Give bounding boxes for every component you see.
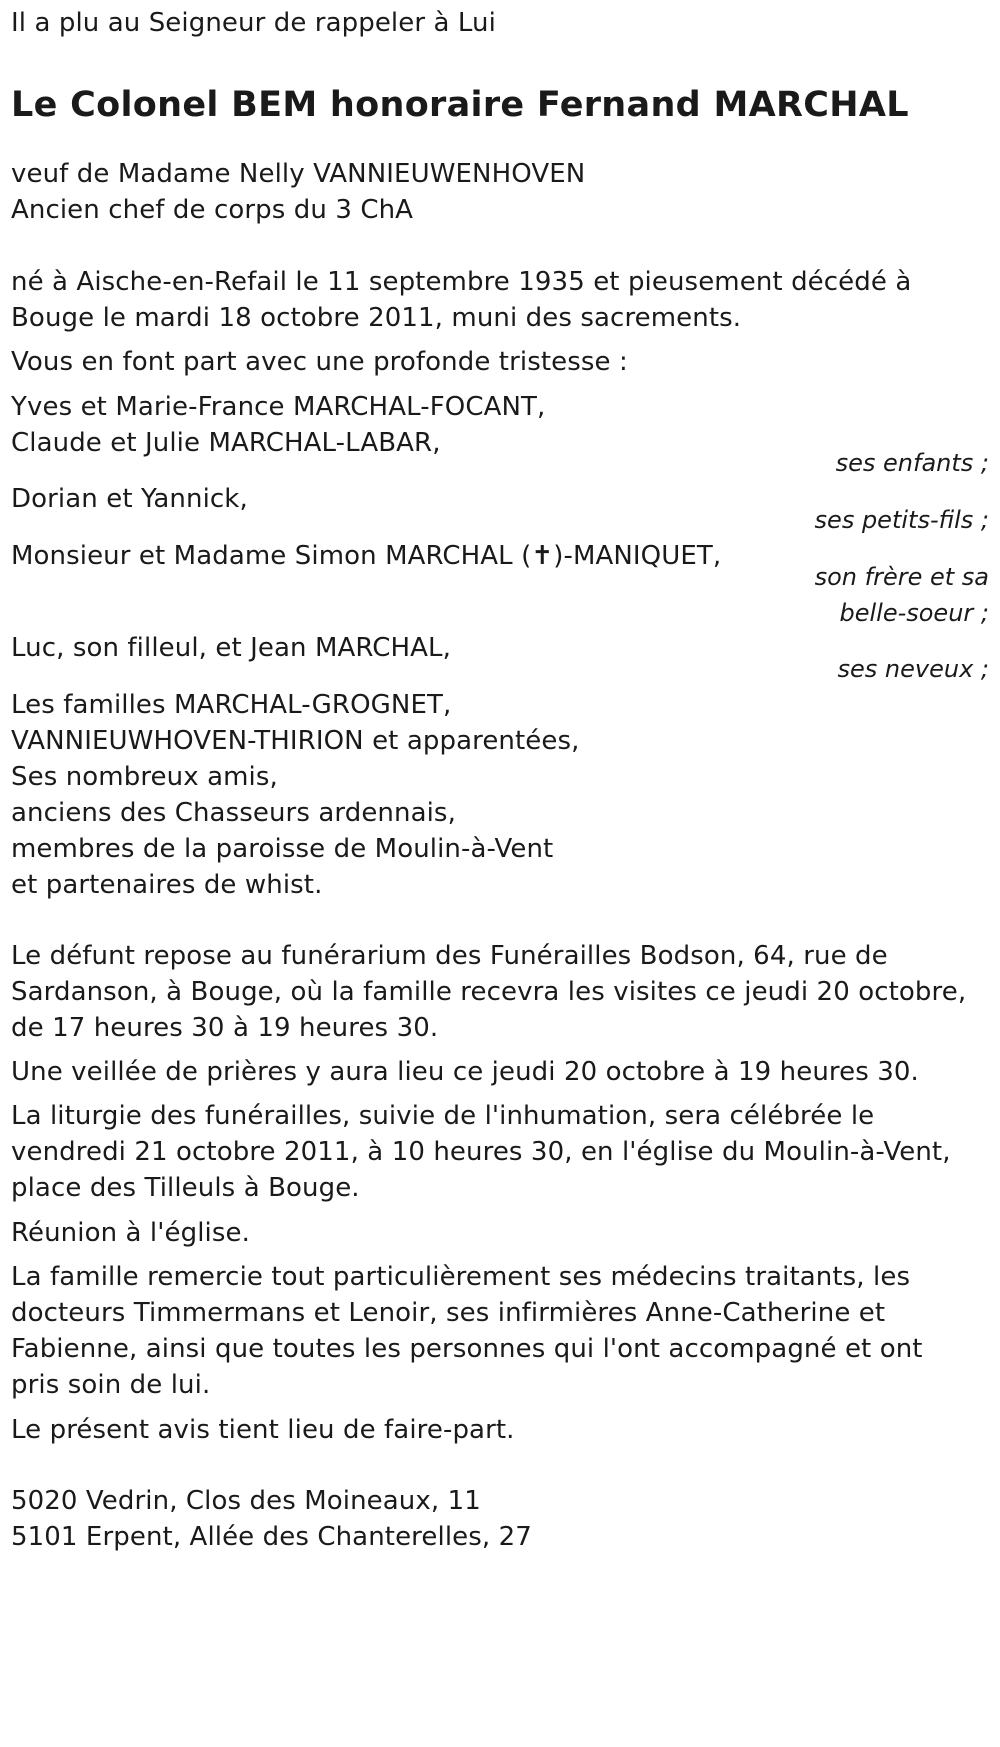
brother-line: Monsieur et Madame Simon MARCHAL (✝)-MANIQUET, <box>11 541 722 571</box>
others-line-6: et partenaires de whist. <box>11 870 323 900</box>
liturgy-line-1: La liturgie des funérailles, suivie de l'inhumation, sera célébrée le <box>11 1101 875 1131</box>
others-line-4: anciens des Chasseurs ardennais, <box>11 798 456 828</box>
vigil-line: Une veillée de prières y aura lieu ce jeudi 20 octobre à 19 heures 30. <box>11 1057 919 1087</box>
meeting-line: Réunion à l'église. <box>11 1218 250 1248</box>
others-line-1: Les familles MARCHAL-GROGNET, <box>11 690 452 720</box>
role-line: Ancien chef de corps du 3 ChA <box>11 195 414 225</box>
others-line-5: membres de la paroisse de Moulin-à-Vent <box>11 834 554 864</box>
dates-line-2: Bouge le mardi 18 octobre 2011, muni des sacrements. <box>11 303 742 333</box>
dates-line-1: né à Aische-en-Refail le 11 septembre 1935 et pieusement décédé à <box>11 267 912 297</box>
rest-line-2: Sardanson, à Bouge, où la famille recevra les visites ce jeudi 20 octobre, <box>11 977 967 1007</box>
liturgy-line-2: vendredi 21 octobre 2011, à 10 heures 30, en l'église du Moulin-à-Vent, <box>11 1137 951 1167</box>
address-line-2: 5101 Erpent, Allée des Chanterelles, 27 <box>11 1522 532 1552</box>
children-line-1: Yves et Marie-France MARCHAL-FOCANT, <box>11 392 546 422</box>
rest-line-1: Le défunt repose au funérarium des Funérailles Bodson, 64, rue de <box>11 941 888 971</box>
grandsons-line: Dorian et Yannick, <box>11 484 248 514</box>
thanks-line-4: pris soin de lui. <box>11 1370 211 1400</box>
nephews-line: Luc, son filleul, et Jean MARCHAL, <box>11 633 452 663</box>
intro-line: Il a plu au Seigneur de rappeler à Lui <box>11 8 496 38</box>
announce-line: Vous en font part avec une profonde tristesse : <box>11 347 628 377</box>
rest-line-3: de 17 heures 30 à 19 heures 30. <box>11 1013 439 1043</box>
deceased-title: Le Colonel BEM honoraire Fernand MARCHAL <box>11 85 909 125</box>
children-relation: ses enfants ; <box>835 449 989 477</box>
thanks-line-1: La famille remercie tout particulièrement ses médecins traitants, les <box>11 1262 911 1292</box>
others-line-2: VANNIEUWHOVEN-THIRION et apparentées, <box>11 726 580 756</box>
notice-line: Le présent avis tient lieu de faire-part. <box>11 1415 515 1445</box>
thanks-line-2: docteurs Timmermans et Lenoir, ses infirmières Anne-Catherine et <box>11 1298 886 1328</box>
widower-line: veuf de Madame Nelly VANNIEUWENHOVEN <box>11 159 586 189</box>
nephews-relation: ses neveux ; <box>837 655 989 683</box>
grandsons-relation: ses petits-fils ; <box>814 506 989 534</box>
brother-relation-1: son frère et sa <box>814 563 989 591</box>
others-line-3: Ses nombreux amis, <box>11 762 278 792</box>
children-line-2: Claude et Julie MARCHAL-LABAR, <box>11 428 441 458</box>
brother-relation-2: belle-soeur ; <box>839 599 989 627</box>
liturgy-line-3: place des Tilleuls à Bouge. <box>11 1173 360 1203</box>
thanks-line-3: Fabienne, ainsi que toutes les personnes qui l'ont accompagné et ont <box>11 1334 923 1364</box>
address-line-1: 5020 Vedrin, Clos des Moineaux, 11 <box>11 1486 481 1516</box>
